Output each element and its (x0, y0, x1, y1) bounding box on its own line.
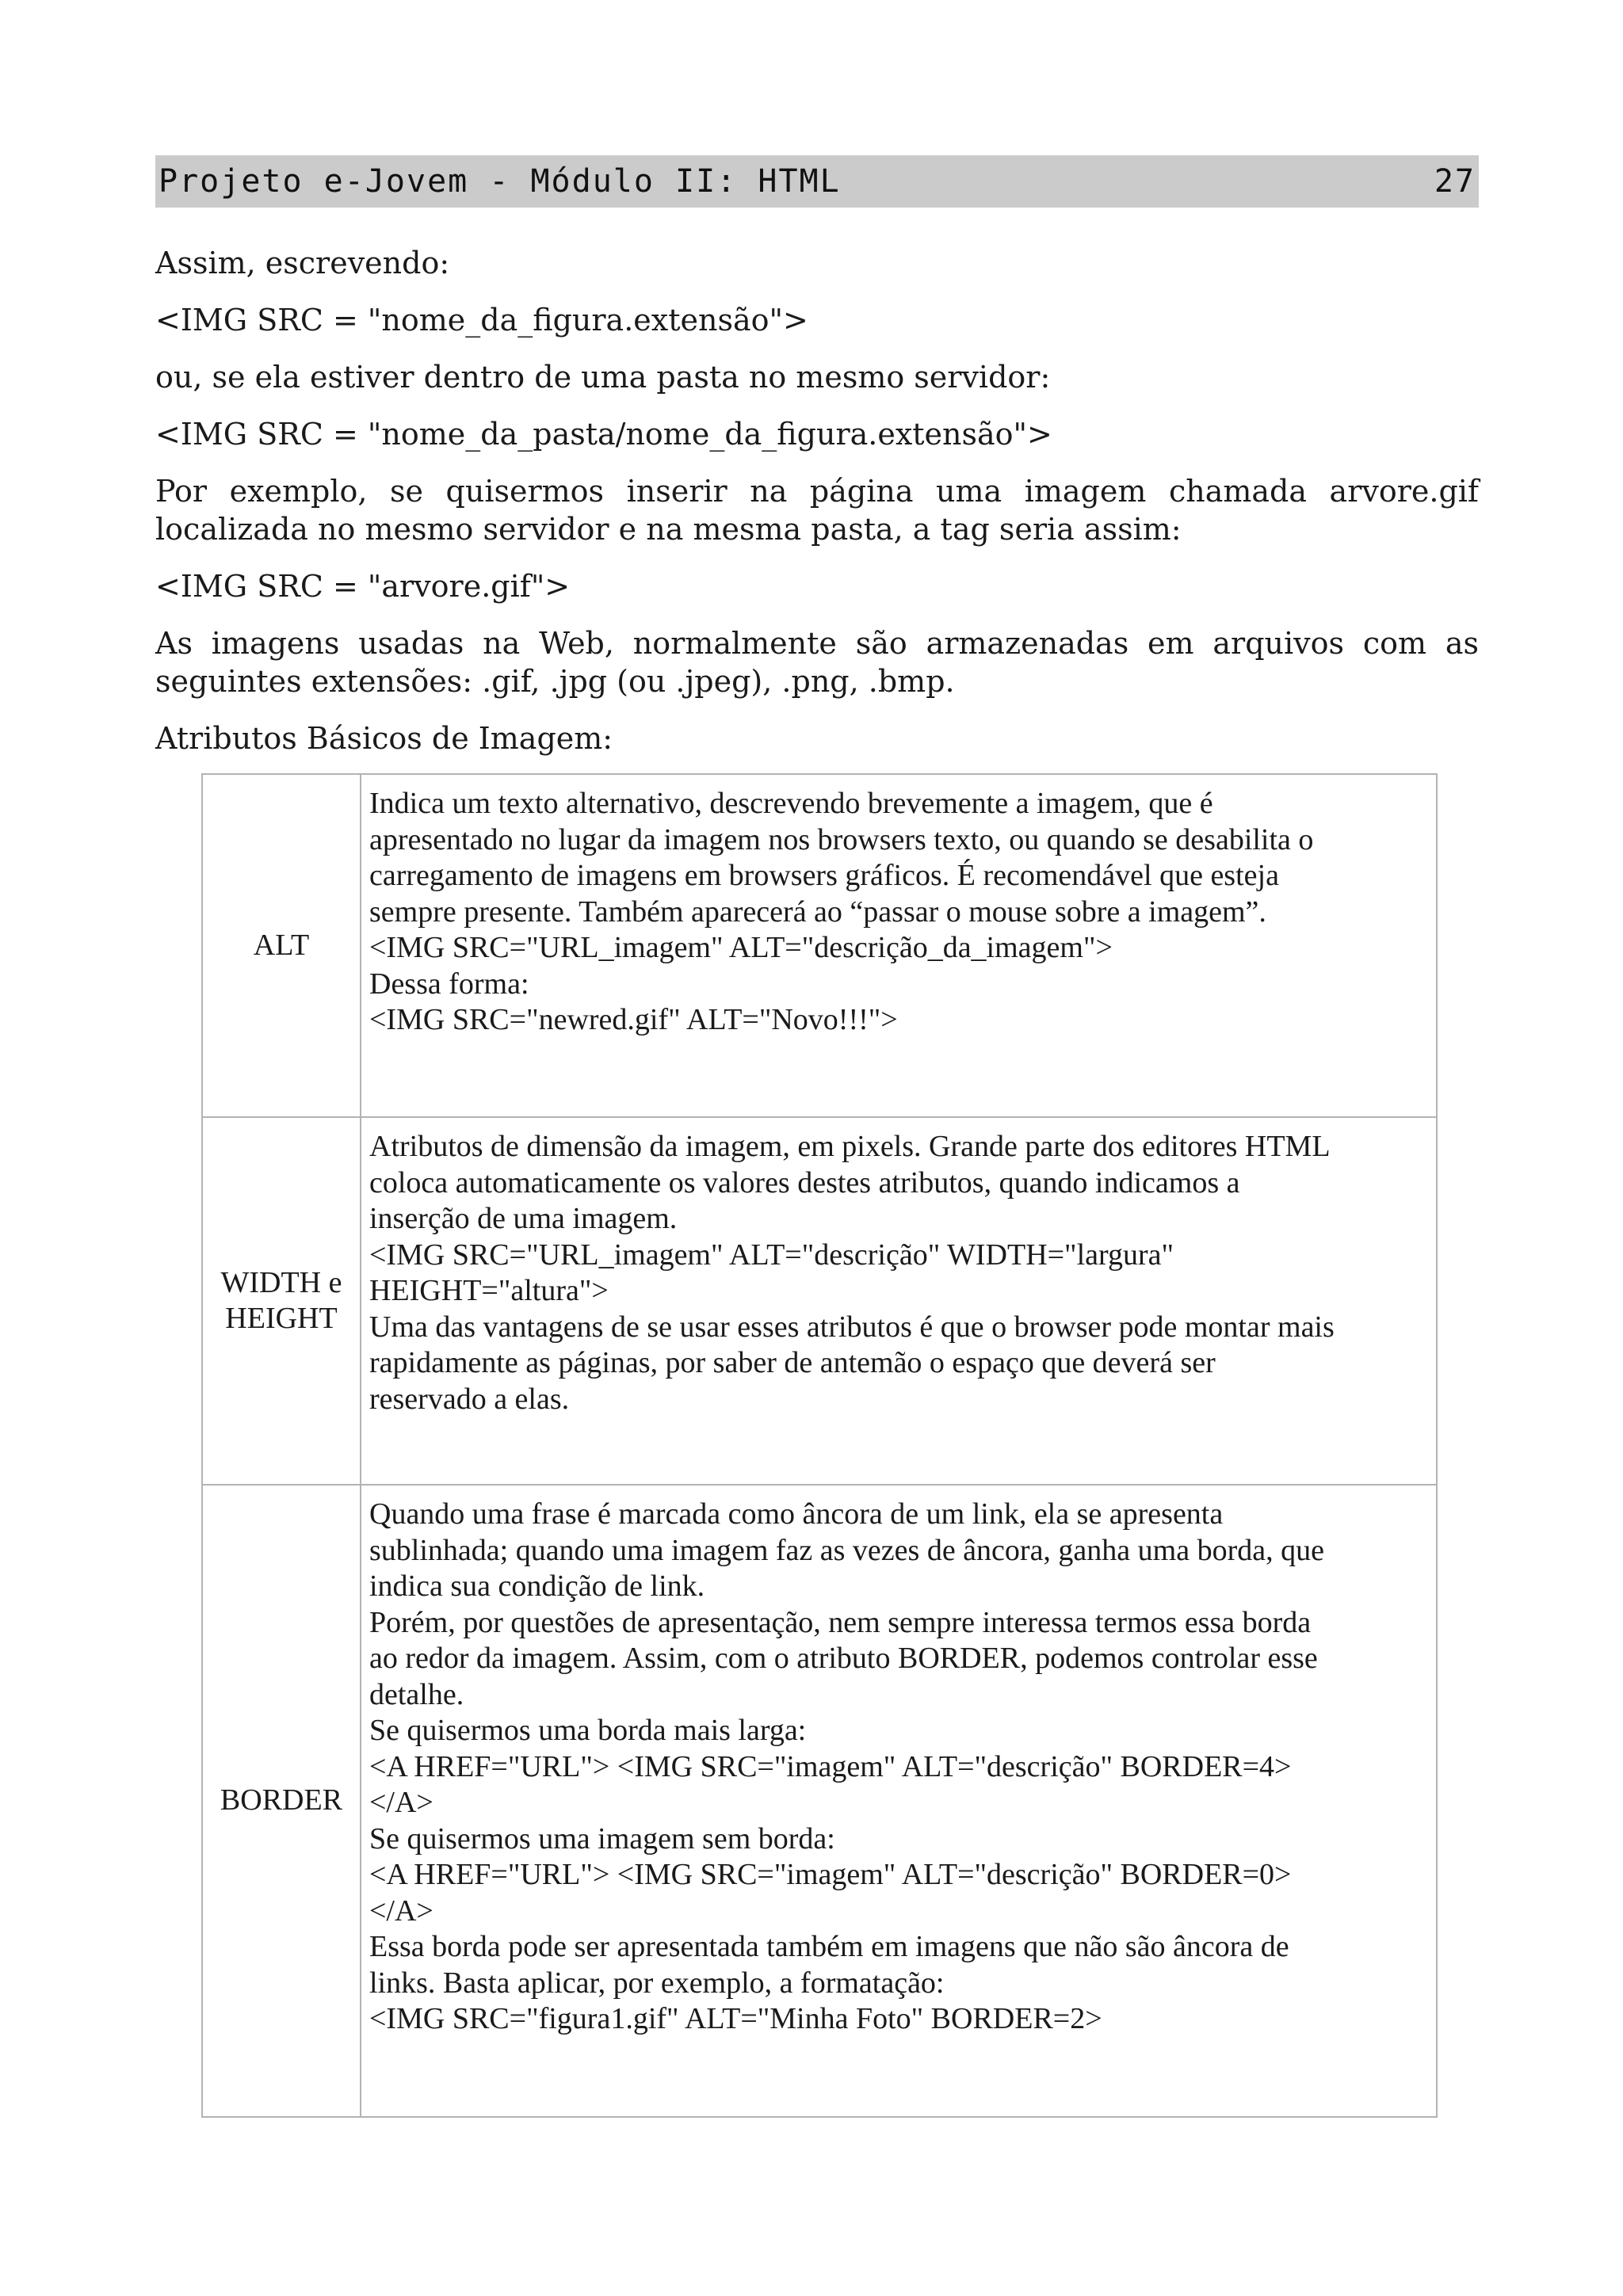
description-line: reservado a elas. (369, 1382, 570, 1416)
description-line: rapidamente as páginas, por saber de antemão o espaço que deverá ser (369, 1346, 1216, 1379)
description-line: apresentado no lugar da imagem nos browsers texto, ou quando se desabilita o (369, 822, 1314, 856)
attribute-name: BORDER (202, 1485, 361, 2117)
code-line: <IMG SRC = "nome_da_figura.extensão"> (155, 303, 808, 338)
paragraph: Assim, escrevendo: (155, 246, 450, 280)
attribute-name: WIDTH e HEIGHT (202, 1117, 361, 1485)
attribute-description (361, 1117, 1437, 1485)
document-body (155, 244, 1479, 776)
table-row-border (202, 1485, 1437, 2117)
description-line: </A> (369, 1786, 433, 1819)
paragraph: Por exemplo, se quisermos inserir na página uma imagem chamada arvore.gif localizada no mesmo servidor e na mesma pasta, a tag seria assim: (155, 474, 1479, 547)
description-line: inserção de uma imagem. (369, 1202, 678, 1235)
code-line: <IMG SRC = "nome_da_pasta/nome_da_figura.extensão"> (155, 417, 1052, 452)
paragraph: As imagens usadas na Web, normalmente são armazenadas em arquivos com as seguintes extensões: .gif, .jpg (ou .jpeg), .png, .bmp. (155, 626, 1479, 699)
page-number: 27 (1434, 163, 1476, 200)
header-title: Projeto e-Jovem - Módulo II: HTML (158, 163, 841, 200)
description-line: Atributos de dimensão da imagem, em pixels. Grande parte dos editores HTML (369, 1130, 1331, 1163)
description-line: Uma das vantagens de se usar esses atributos é que o browser pode montar mais (369, 1310, 1335, 1344)
description-line: Porém, por questões de apresentação, nem sempre interessa termos essa borda (369, 1605, 1312, 1639)
attribute-description (361, 1485, 1437, 2117)
description-line: <IMG SRC="figura1.gif" ALT="Minha Foto" BORDER=2> (369, 2002, 1102, 2035)
description-line: Se quisermos uma imagem sem borda: (369, 1821, 835, 1855)
description-line: ao redor da imagem. Assim, com o atributo BORDER, podemos controlar esse (369, 1642, 1318, 1675)
attribute-name: ALT (202, 774, 361, 1117)
description-line: <IMG SRC="URL_imagem" ALT="descrição_da_imagem"> (369, 931, 1113, 964)
paragraph: ou, se ela estiver dentro de uma pasta no mesmo servidor: (155, 360, 1051, 395)
description-line: <IMG SRC="URL_imagem" ALT="descrição" WIDTH="largura" (369, 1238, 1174, 1272)
image-attributes-table (201, 773, 1438, 2118)
code-line: <IMG SRC = "arvore.gif"> (155, 569, 571, 604)
description-line: </A> (369, 1894, 433, 1928)
description-line: Indica um texto alternativo, descrevendo brevemente a imagem, que é (369, 787, 1213, 820)
table-row-width-height (202, 1117, 1437, 1485)
description-line: Essa borda pode ser apresentada também em imagens que não são âncora de (369, 1930, 1289, 1963)
description-line: Dessa forma: (369, 967, 529, 1001)
attribute-description (361, 774, 1437, 1117)
description-line: links. Basta aplicar, por exemplo, a formatação: (369, 1966, 945, 2000)
description-line: detalhe. (369, 1677, 464, 1711)
description-line: <A HREF="URL"> <IMG SRC="imagem" ALT="descrição" BORDER=0> (369, 1858, 1292, 1891)
description-line: Quando uma frase é marcada como âncora de um link, ela se apresenta (369, 1497, 1224, 1531)
table-row-alt (202, 774, 1437, 1117)
description-line: sempre presente. Também aparecerá ao “passar o mouse sobre a imagem”. (369, 894, 1266, 929)
description-line: Se quisermos uma borda mais larga: (369, 1714, 807, 1747)
description-line: <IMG SRC="newred.gif" ALT="Novo!!!"> (369, 1003, 898, 1036)
description-line: coloca automaticamente os valores destes atributos, quando indicamos a (369, 1165, 1240, 1199)
description-line: HEIGHT="altura"> (369, 1274, 609, 1307)
page-header (155, 155, 1479, 208)
section-label: Atributos Básicos de Imagem: (155, 721, 613, 756)
description-line: sublinhada; quando uma imagem faz as vezes de âncora, ganha uma borda, que (369, 1533, 1324, 1567)
description-line: <A HREF="URL"> <IMG SRC="imagem" ALT="descrição" BORDER=4> (369, 1749, 1292, 1783)
description-line: carregamento de imagens em browsers gráficos. É recomendável que esteja (369, 859, 1279, 892)
description-line: indica sua condição de link. (369, 1569, 705, 1603)
